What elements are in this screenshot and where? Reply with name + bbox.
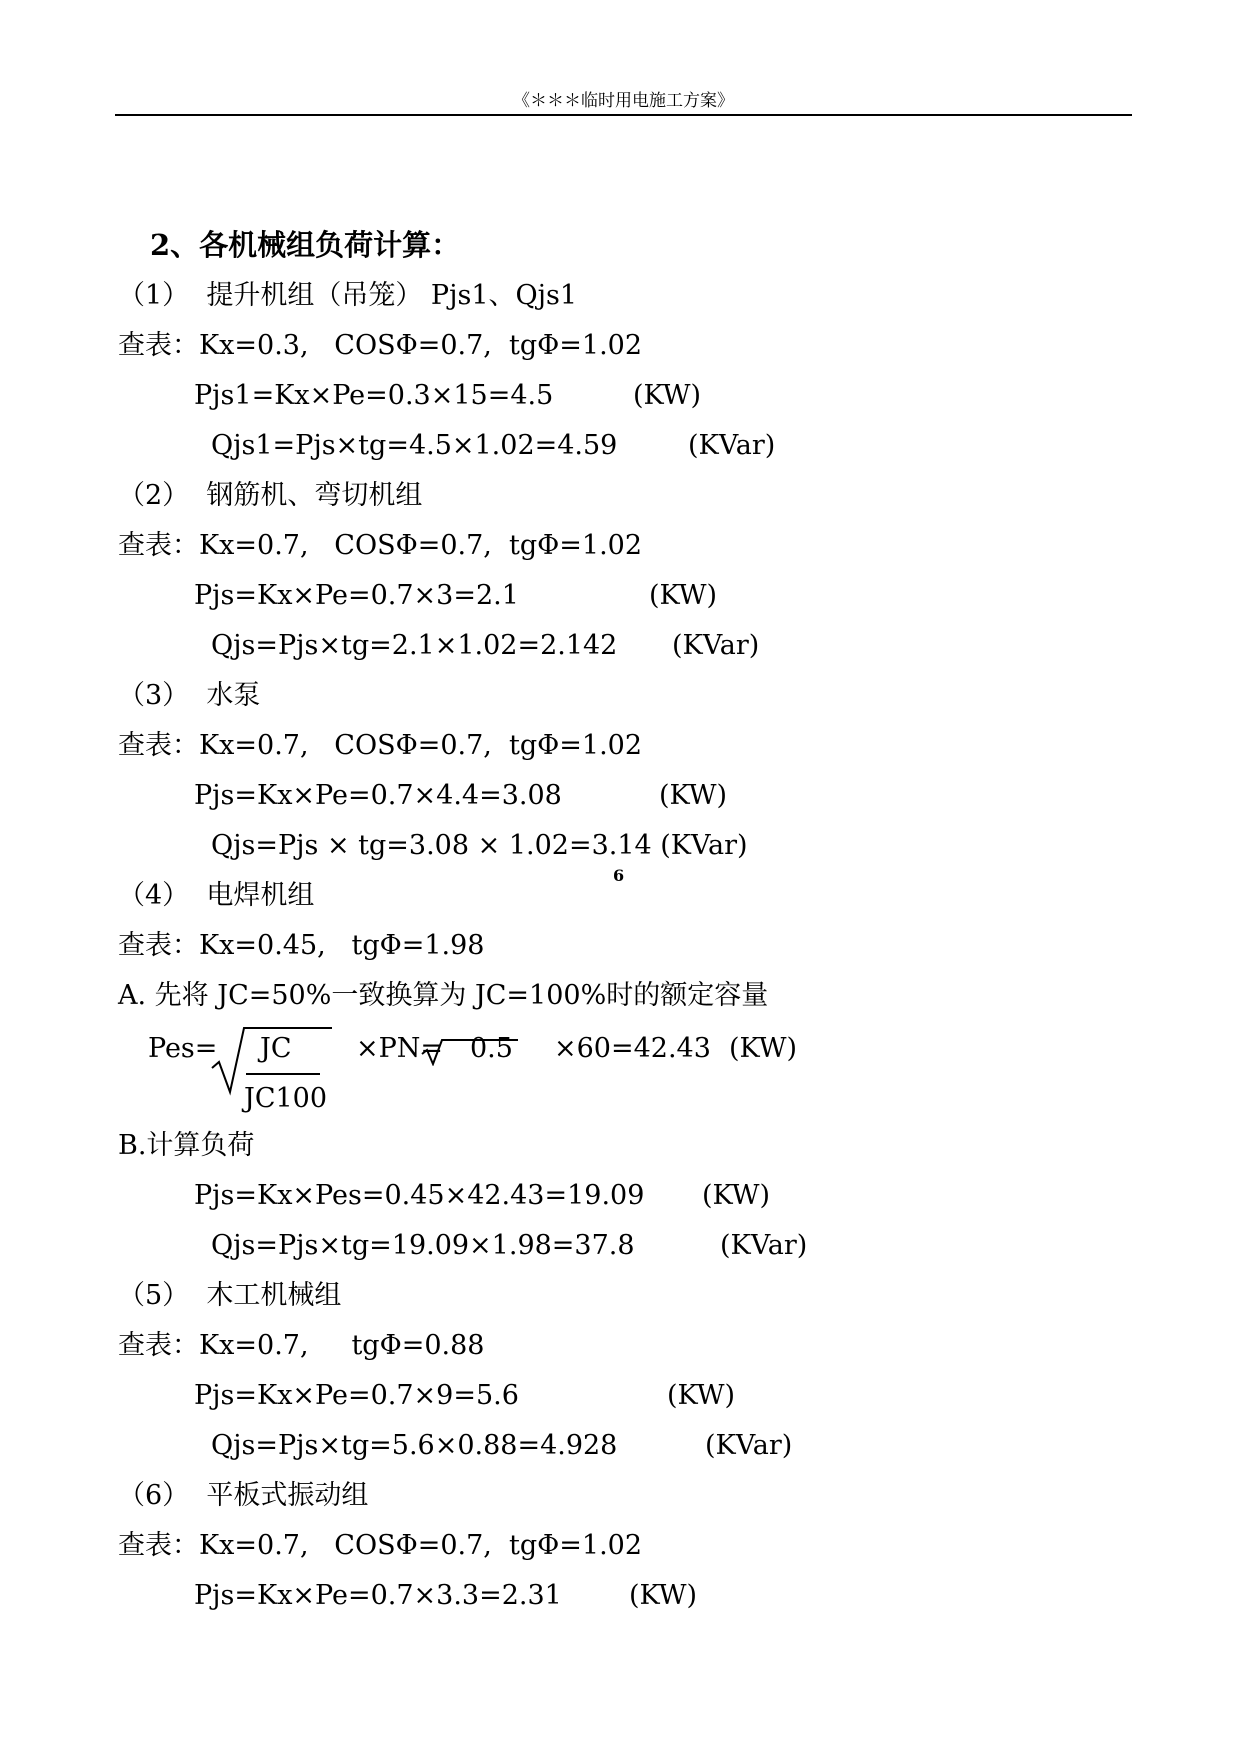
- pn-term: ×PN=: [356, 1033, 444, 1064]
- pes-result-unit: (KW): [729, 1033, 798, 1064]
- fraction-denominator: JC100: [244, 1083, 328, 1114]
- group-1-title: （1） 提升机组（吊笼） Pjs1、Qjs1: [118, 280, 578, 311]
- group-3-qjs-formula: Qjs=Pjs × tg=3.08 × 1.02=3.14 (KVar): [211, 830, 748, 861]
- group-5-qjs-unit: (KVar): [705, 1430, 793, 1461]
- group-3-pjs-unit: (KW): [659, 780, 728, 811]
- group-6-pjs-formula: Pjs=Kx×Pe=0.7×3.3=2.31: [194, 1580, 562, 1611]
- pes-label: Pes=: [148, 1033, 218, 1064]
- group-2-qjs-formula: Qjs=Pjs×tg=2.1×1.02=2.142: [211, 630, 618, 661]
- page-number: 6: [613, 866, 625, 885]
- group-3-pjs-formula: Pjs=Kx×Pe=0.7×4.4=3.08: [194, 780, 562, 811]
- group-4-pjs-formula: Pjs=Kx×Pes=0.45×42.43=19.09: [194, 1180, 645, 1211]
- group-4-title: （4） 电焊机组: [118, 880, 315, 911]
- group-4-qjs-unit: (KVar): [720, 1230, 808, 1261]
- group-1-qjs-unit: (KVar): [688, 430, 776, 461]
- group-5-qjs-formula: Qjs=Pjs×tg=5.6×0.88=4.928: [211, 1430, 618, 1461]
- group-4-step-a: A. 先将 JC=50%一致换算为 JC=100%时的额定容量: [118, 980, 769, 1011]
- document-header-title: 《＊＊＊临时用电施工方案》: [513, 91, 734, 111]
- group-4-qjs-formula: Qjs=Pjs×tg=19.09×1.98=37.8: [211, 1230, 635, 1261]
- group-2-pjs-formula: Pjs=Kx×Pe=0.7×3=2.1: [194, 580, 519, 611]
- group-5-title: （5） 木工机械组: [118, 1280, 342, 1311]
- group-3-table-values: 查表：Kx=0.7, COSΦ=0.7, tgΦ=1.02: [118, 730, 643, 761]
- group-4-table-values: 查表：Kx=0.45, tgΦ=1.98: [118, 930, 485, 961]
- group-1-qjs-formula: Qjs1=Pjs×tg=4.5×1.02=4.59: [211, 430, 618, 461]
- group-6-pjs-unit: (KW): [629, 1580, 698, 1611]
- group-5-table-values: 查表：Kx=0.7, tgΦ=0.88: [118, 1330, 485, 1361]
- group-1-pjs-formula: Pjs1=Kx×Pe=0.3×15=4.5: [194, 380, 554, 411]
- fraction-numerator: JC: [260, 1033, 292, 1064]
- group-3-title: （3） 水泵: [118, 680, 261, 711]
- group-1-table-values: 查表：Kx=0.3, COSΦ=0.7, tgΦ=1.02: [118, 330, 643, 361]
- group-5-pjs-formula: Pjs=Kx×Pe=0.7×9=5.6: [194, 1380, 519, 1411]
- group-4-pjs-unit: (KW): [702, 1180, 771, 1211]
- group-6-title: （6） 平板式振动组: [118, 1480, 369, 1511]
- pes-result: ×60=42.43: [554, 1033, 711, 1064]
- group-2-table-values: 查表：Kx=0.7, COSΦ=0.7, tgΦ=1.02: [118, 530, 643, 561]
- group-2-pjs-unit: (KW): [649, 580, 718, 611]
- header-rule: [115, 114, 1132, 116]
- section-heading: 2、各机械组负荷计算：: [150, 228, 461, 262]
- group-4-step-b: B.计算负荷: [118, 1130, 255, 1161]
- group-6-table-values: 查表：Kx=0.7, COSΦ=0.7, tgΦ=1.02: [118, 1530, 643, 1561]
- group-2-qjs-unit: (KVar): [672, 630, 760, 661]
- group-5-pjs-unit: (KW): [667, 1380, 736, 1411]
- group-2-title: （2） 钢筋机、弯切机组: [118, 480, 423, 511]
- group-1-pjs-unit: (KW): [633, 380, 702, 411]
- sqrt-value: 0.5: [470, 1033, 513, 1064]
